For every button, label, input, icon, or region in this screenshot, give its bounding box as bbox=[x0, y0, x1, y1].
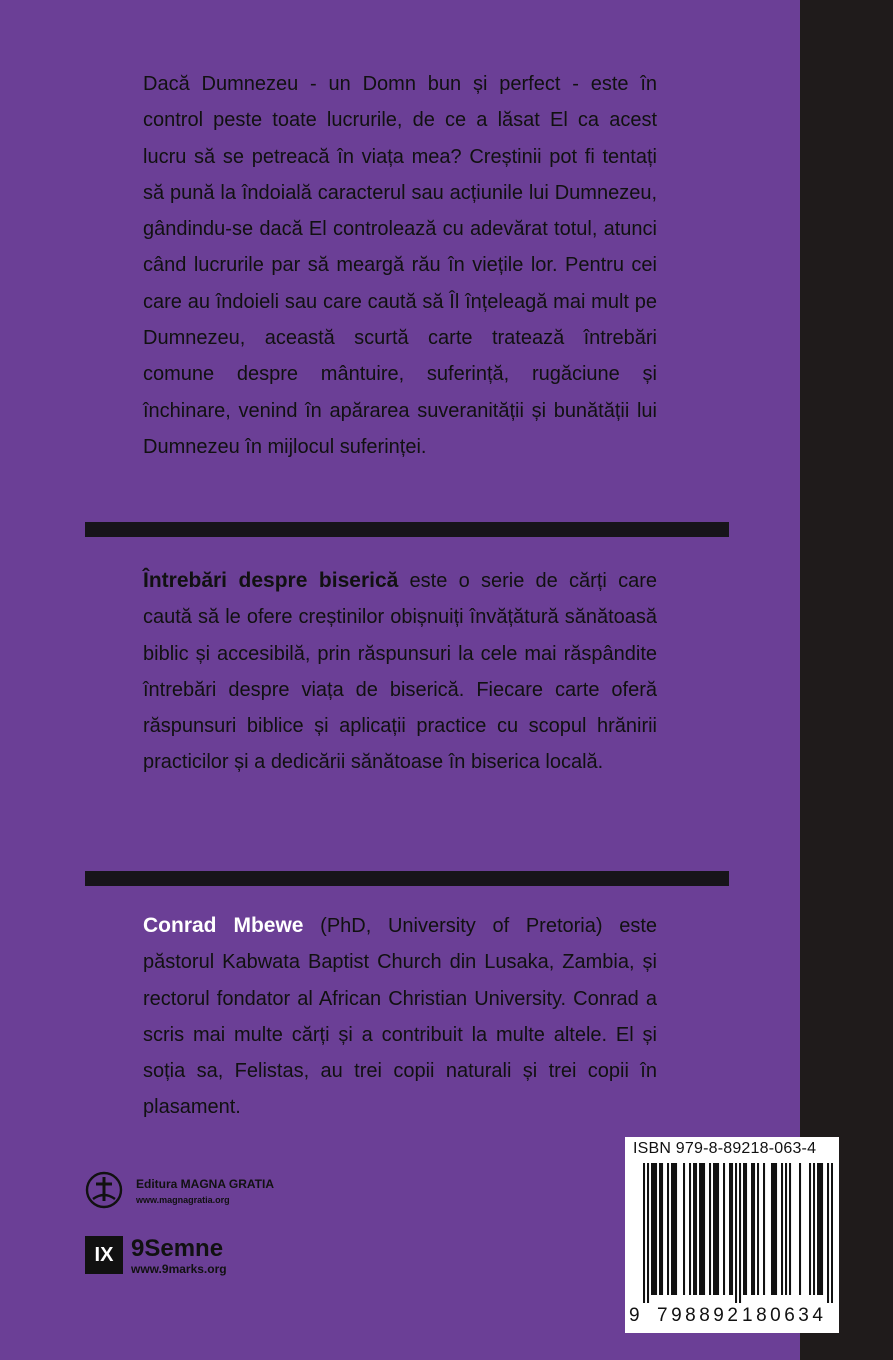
series-paragraph bbox=[143, 563, 657, 781]
barcode-digits bbox=[625, 1305, 839, 1329]
barcode-bar bbox=[785, 1163, 787, 1295]
barcode-bar bbox=[827, 1163, 829, 1303]
publisher-url: www.magnagratia.org bbox=[136, 1195, 230, 1205]
author-bio bbox=[143, 908, 657, 1126]
barcode-bar bbox=[729, 1163, 731, 1295]
barcode-bar bbox=[699, 1163, 701, 1295]
barcode-bar bbox=[659, 1163, 661, 1295]
magna-gratia-logo-icon bbox=[85, 1171, 123, 1209]
barcode-bar bbox=[689, 1163, 691, 1295]
series-title: Întrebări despre biserică bbox=[143, 569, 399, 592]
barcode-bar bbox=[693, 1163, 695, 1295]
barcode-bar bbox=[757, 1163, 759, 1295]
publisher-logo bbox=[85, 1171, 325, 1211]
barcode-bar bbox=[813, 1163, 815, 1295]
barcode-bar bbox=[651, 1163, 653, 1295]
barcode-digits-left: 798892 bbox=[657, 1305, 742, 1326]
isbn-barcode bbox=[625, 1137, 839, 1333]
barcode-bar bbox=[717, 1163, 719, 1295]
barcode-bar bbox=[661, 1163, 663, 1295]
barcode-bar bbox=[781, 1163, 783, 1295]
author-name: Conrad Mbewe bbox=[143, 914, 304, 937]
barcode-bar bbox=[675, 1163, 677, 1295]
barcode-bar bbox=[647, 1163, 649, 1303]
partner-badge: IX bbox=[85, 1236, 123, 1274]
barcode-bar bbox=[831, 1163, 833, 1303]
barcode-bar bbox=[817, 1163, 819, 1295]
barcode-digits-right: 180634 bbox=[742, 1305, 827, 1326]
divider-rule-bottom bbox=[85, 871, 729, 886]
barcode-bar bbox=[745, 1163, 747, 1295]
barcode-bar bbox=[775, 1163, 777, 1295]
barcode-bar bbox=[743, 1163, 745, 1295]
barcode-bars bbox=[643, 1163, 833, 1303]
barcode-bar bbox=[673, 1163, 675, 1295]
barcode-bar bbox=[703, 1163, 705, 1295]
barcode-bar bbox=[667, 1163, 669, 1295]
barcode-bar bbox=[751, 1163, 753, 1295]
barcode-digit-lead: 9 bbox=[629, 1305, 640, 1326]
barcode-bar bbox=[695, 1163, 697, 1295]
barcode-bar bbox=[713, 1163, 715, 1295]
barcode-bar bbox=[671, 1163, 673, 1295]
barcode-bar bbox=[763, 1163, 765, 1295]
barcode-bar bbox=[771, 1163, 773, 1295]
barcode-bar bbox=[653, 1163, 655, 1295]
barcode-bar bbox=[723, 1163, 725, 1295]
barcode-bar bbox=[799, 1163, 801, 1295]
barcode-bar bbox=[655, 1163, 657, 1295]
barcode-bar bbox=[735, 1163, 737, 1303]
partner-name: 9Semne bbox=[131, 1235, 224, 1262]
barcode-bar bbox=[643, 1163, 645, 1303]
publisher-name: Editura MAGNA GRATIA bbox=[136, 1177, 274, 1191]
barcode-bar bbox=[819, 1163, 821, 1295]
barcode-bar bbox=[683, 1163, 685, 1295]
barcode-bar bbox=[731, 1163, 733, 1295]
barcode-bar bbox=[715, 1163, 717, 1295]
series-text: este o serie de cărți care caută să le ofere creștinilor obișnuiți învățătură sănătoasă biblic și accesibilă, prin răspunsuri la cele mai răspândite întrebări despre viața de biserică. Fiecare carte oferă răspunsuri biblice și aplicații practice cu scopul hrănirii practicilor și a dedicării sănătoase în biserica locală. bbox=[143, 570, 657, 774]
barcode-bar bbox=[809, 1163, 811, 1295]
barcode-bar bbox=[821, 1163, 823, 1295]
barcode-bar bbox=[709, 1163, 711, 1295]
divider-rule-top bbox=[85, 522, 729, 537]
partner-url: www.9marks.org bbox=[131, 1262, 227, 1276]
barcode-bar bbox=[739, 1163, 741, 1303]
barcode-bar bbox=[701, 1163, 703, 1295]
barcode-bar bbox=[789, 1163, 791, 1295]
isbn-label: ISBN 979-8-89218-063-4 bbox=[633, 1140, 817, 1157]
partner-logo bbox=[85, 1236, 325, 1278]
author-bio-text: (PhD, University of Pretoria) este păstorul Kabwata Baptist Church din Lusaka, Zambia, și rectorul fondator al African Christian University. Conrad a scris mai multe cărți și a contribuit la multe altele. El și soția sa, Felistas, au trei copii naturali și trei copii în plasament. bbox=[143, 915, 657, 1119]
barcode-bar bbox=[773, 1163, 775, 1295]
barcode-bar bbox=[753, 1163, 755, 1295]
description-paragraph: Dacă Dumnezeu - un Domn bun și perfect - este în control peste toate lucrurile, de ce a lăsat El ca acest lucru să se petreacă în viața mea? Creștinii pot fi tentați să pună la îndoială caracterul sau acțiunile lui Dumnezeu, gândindu-se dacă El controlează cu adevărat totul, atunci când lucrurile par să meargă rău în viețile lor. Pentru cei care au îndoieli sau care caută să Îl înțeleagă mai mult pe Dumnezeu, această scurtă carte tratează întrebări comune despre mântuire, suferință, rugăciune și închinare, venind în apărarea suveranității și bunătății lui Dumnezeu în mijlocul suferinței. bbox=[143, 73, 657, 458]
